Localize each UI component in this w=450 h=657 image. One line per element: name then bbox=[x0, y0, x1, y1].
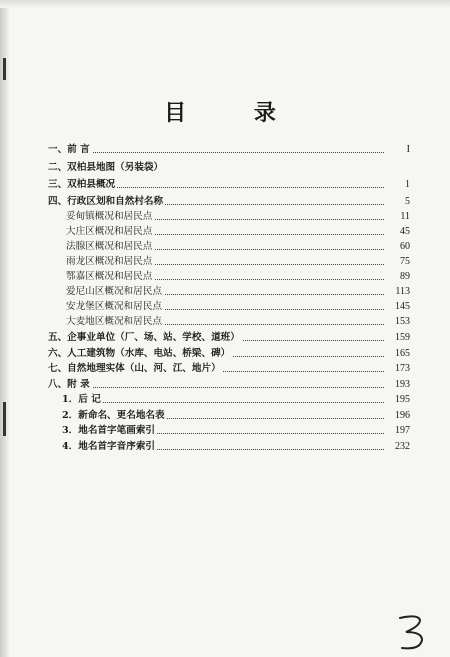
toc-page: 60 bbox=[386, 240, 410, 254]
toc-page: 5 bbox=[386, 195, 410, 209]
toc-page: 173 bbox=[386, 362, 410, 376]
toc-entry bbox=[48, 347, 410, 361]
toc-page: 11 bbox=[386, 210, 410, 224]
toc-page: 232 bbox=[386, 440, 410, 454]
toc-subentry bbox=[62, 440, 410, 454]
toc-label: 雨龙区概况和居民点 bbox=[66, 256, 153, 267]
binding-mark bbox=[3, 58, 6, 80]
toc-page: 113 bbox=[386, 285, 410, 299]
toc-label: 3．地名首字笔画索引 bbox=[62, 425, 156, 436]
toc-label: 法腺区概况和居民点 bbox=[66, 241, 153, 252]
toc-label: 2．新命名、更名地名表 bbox=[62, 410, 165, 421]
toc-page: 145 bbox=[386, 300, 410, 314]
toc-label: 七、自然地理实体（山、河、江、地片） bbox=[48, 363, 221, 374]
toc-subentry bbox=[62, 393, 410, 407]
toc-entry bbox=[48, 378, 410, 392]
dot-leader bbox=[62, 402, 384, 403]
toc-entry bbox=[48, 143, 410, 157]
toc-subentry bbox=[66, 270, 410, 284]
toc-subentry bbox=[62, 409, 410, 423]
toc-label: 六、人工建筑物（水库、电站、桥梁、碑） bbox=[48, 348, 231, 359]
toc-label: 安龙堡区概况和居民点 bbox=[66, 301, 162, 312]
toc-label: 三、双柏县概况 bbox=[48, 179, 116, 190]
toc-label: 妥甸镇概况和居民点 bbox=[66, 211, 153, 222]
toc-page: 75 bbox=[386, 255, 410, 269]
toc-label: 鄂嘉区概况和居民点 bbox=[66, 271, 153, 282]
toc-subentry bbox=[66, 225, 410, 239]
toc-subentry bbox=[62, 424, 410, 438]
dot-leader bbox=[48, 387, 384, 388]
toc-page: 45 bbox=[386, 225, 410, 239]
toc-page: 195 bbox=[386, 393, 410, 407]
toc-label: 大庄区概况和居民点 bbox=[66, 226, 153, 237]
toc-subentry bbox=[66, 285, 410, 299]
toc-page: 196 bbox=[386, 409, 410, 423]
dot-leader bbox=[48, 152, 384, 153]
toc-label: 大麦地区概况和居民点 bbox=[66, 316, 162, 327]
toc-page: I bbox=[386, 143, 410, 157]
toc-subentry bbox=[66, 210, 410, 224]
toc-label: 爱尼山区概况和居民点 bbox=[66, 286, 162, 297]
toc-subentry bbox=[66, 240, 410, 254]
binding-mark bbox=[3, 402, 6, 436]
toc-entry bbox=[48, 178, 410, 192]
toc-label: 五、企事业单位（厂、场、站、学校、道班） bbox=[48, 332, 240, 343]
handwritten-page-number bbox=[392, 612, 432, 652]
toc-label: 四、行政区划和自然村名称 bbox=[48, 196, 164, 207]
toc-entry bbox=[48, 195, 410, 209]
toc-page: 89 bbox=[386, 270, 410, 284]
toc-entry bbox=[48, 161, 410, 175]
page-title: 目 录 bbox=[164, 100, 306, 126]
toc-label: 八、附 录 bbox=[48, 379, 90, 390]
toc-subentry bbox=[66, 255, 410, 269]
toc-label: 二、双柏县地图（另装袋） bbox=[48, 162, 164, 173]
toc-page: 197 bbox=[386, 424, 410, 438]
toc-subentry bbox=[66, 300, 410, 314]
toc-page: 159 bbox=[386, 331, 410, 345]
toc-entry bbox=[48, 331, 410, 345]
toc-label: 1．后 记 bbox=[62, 394, 101, 405]
toc-page: 165 bbox=[386, 347, 410, 361]
toc-page: 153 bbox=[386, 315, 410, 329]
toc-label: 4．地名首字音序索引 bbox=[62, 441, 156, 452]
toc-label: 一、前 言 bbox=[48, 144, 90, 155]
toc-entry bbox=[48, 362, 410, 376]
toc-page: 193 bbox=[386, 378, 410, 392]
scan-edge-top bbox=[0, 0, 450, 8]
toc-subentry bbox=[66, 315, 410, 329]
toc-page: 1 bbox=[386, 178, 410, 192]
